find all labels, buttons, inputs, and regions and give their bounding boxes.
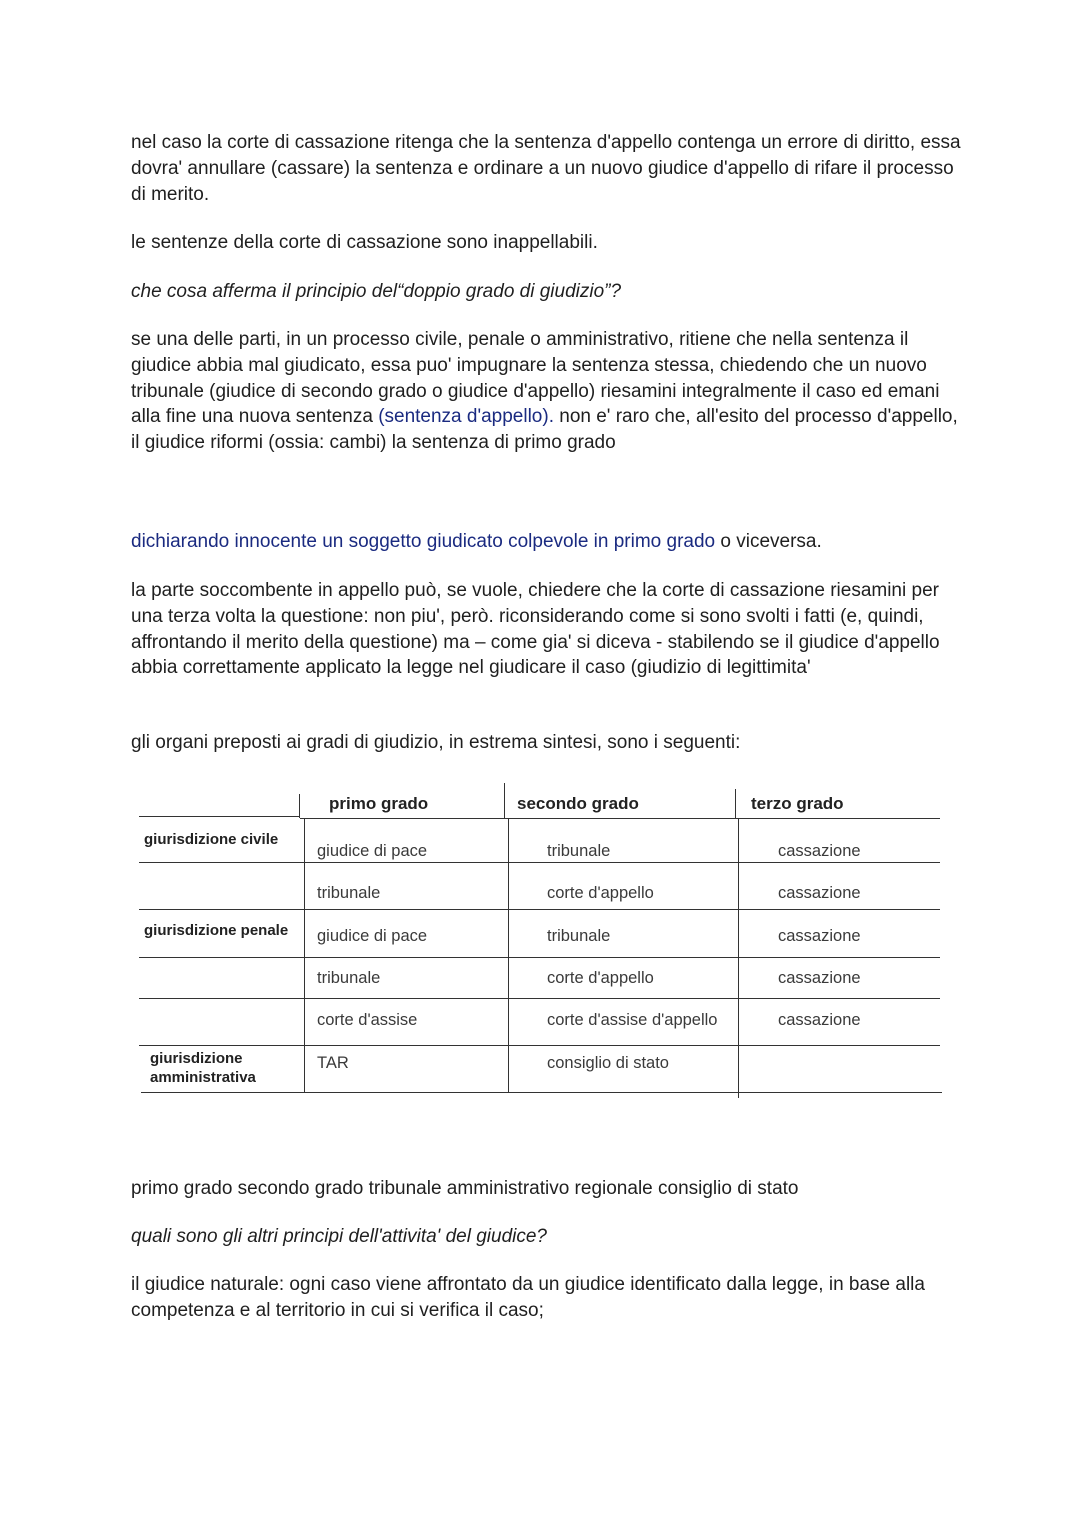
table-line (139, 957, 940, 958)
paragraph-parte-soccombente: la parte soccombente in appello può, se vuole, chiedere che la corte di cassazione riesamini per una terza volta la questione: non piu', però. riconsiderando come si sono svolti i fatti (e, quindi, affrontando il merito della questione) ma – come gia' si diceva - stabilendo se il giudice d'appello abbia correttamente applicato la legge nel giudicare il caso (giudizio di legittimita' (131, 580, 940, 679)
paragraph-gradi-amministrativi: primo grado secondo grado tribunale amministrativo regionale consiglio di stato (131, 1178, 799, 1199)
paragraph-giudice-naturale: il giudice naturale: ogni caso viene affrontato da un giudice identificato dalla legge, in base alla competenza e al territorio in cui si verifica il caso; (131, 1274, 925, 1321)
table-cell: corte d'appello (547, 969, 654, 987)
table-line (504, 783, 505, 819)
table-line (139, 816, 300, 817)
question-doppio-grado: che cosa afferma il principio del“doppio grado di giudizio”? (131, 281, 622, 302)
table-cell: tribunale (547, 842, 611, 860)
table-cell: tribunale (317, 884, 381, 902)
paragraph-riforma-text: o viceversa. (715, 531, 822, 552)
paragraph-riforma (131, 529, 961, 555)
table-cell: tribunale (317, 969, 381, 987)
table-cell: tribunale (547, 927, 611, 945)
table-line (141, 1092, 942, 1093)
table-line (139, 909, 940, 910)
row-label-civile: giurisdizione civile (144, 831, 279, 848)
table-cell: corte d'appello (547, 884, 654, 902)
table-line (139, 1045, 940, 1046)
table-cell: cassazione (778, 969, 861, 987)
table-line (139, 998, 940, 999)
row-label-penale: giurisdizione penale (144, 922, 289, 939)
paragraph-inappellabili: le sentenze della corte di cassazione sono inappellabili. (131, 232, 598, 253)
table-line (299, 794, 300, 818)
paragraph-impugnazione (131, 327, 961, 456)
table-cell: cassazione (778, 927, 861, 945)
table-line (139, 862, 940, 863)
table-cell: corte d'assise d'appello (547, 1011, 718, 1029)
header-terzo-grado: terzo grado (751, 794, 844, 813)
table-cell: giudice di pace (317, 842, 428, 860)
paragraph-cassazione-errore: nel caso la corte di cassazione ritenga che la sentenza d'appello contenga un errore di diritto, essa dovra' annullare (cassare) la sentenza e ordinare a un nuovo giudice d'appello di rifare il processo di merito. (131, 132, 961, 205)
paragraph-impugnazione-highlight: (sentenza d'appello). (378, 406, 554, 428)
table-cell: cassazione (778, 884, 861, 902)
table-cell: cassazione (778, 1011, 861, 1029)
header-primo-grado: primo grado (329, 794, 429, 813)
table-cell: cassazione (778, 842, 861, 860)
paragraph-organi: gli organi preposti ai gradi di giudizio, in estrema sintesi, sono i seguenti: (131, 732, 741, 753)
paragraph-impugnazione-text: se una delle parti, in un processo civile, penale o amministrativo, ritiene che nella sentenza il giudice abbia mal giudicato, essa puo' impugnare la sentenza stessa, chiedendo che un nuovo tribunale (giudice di secondo grado o giudice d'appello) riesamini integralmente il caso ed emani alla fine una nuova sentenza (131, 329, 940, 428)
table-line (738, 818, 739, 1098)
paragraph-riforma-highlight: dichiarando innocente un soggetto giudicato colpevole in primo grado (131, 531, 716, 552)
table-cell: corte d'assise (317, 1011, 418, 1029)
row-label-amministrativa: giurisdizione amministrativa (150, 1050, 256, 1086)
header-secondo-grado: secondo grado (517, 794, 639, 813)
table-line (304, 818, 305, 1092)
paragraph-impugnazione-text-end: non e' raro che, all'esito del processo d'appello, il giudice riformi (ossia: cambi) la sentenza di primo grado (131, 406, 958, 454)
table-line (735, 789, 736, 819)
table-cell: consiglio di stato (547, 1054, 669, 1072)
question-altri-principi: quali sono gli altri principi dell'attivita' del giudice? (131, 1226, 547, 1247)
table-line (508, 818, 509, 1092)
table-cell: TAR (317, 1054, 349, 1072)
table-cell: giudice di pace (317, 927, 428, 945)
table-line (300, 818, 940, 819)
